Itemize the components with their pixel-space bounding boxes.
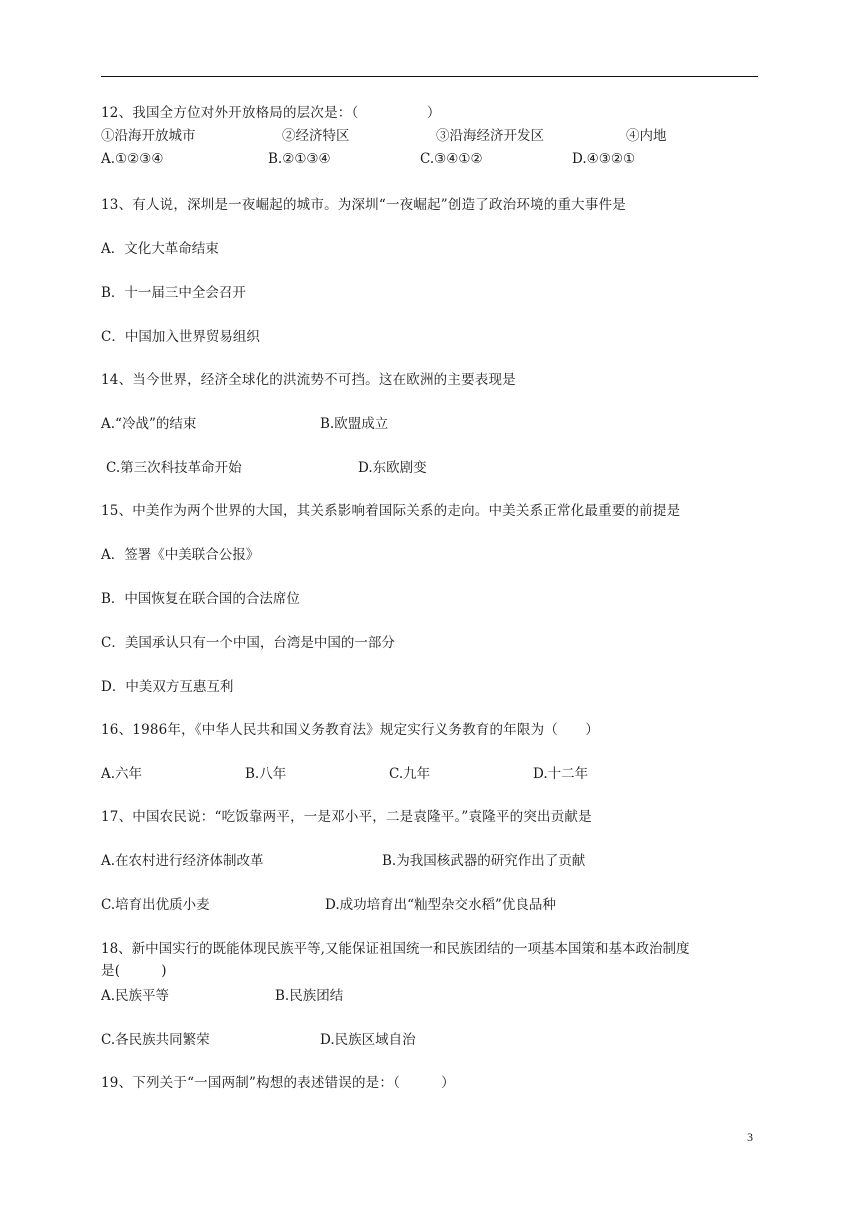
q14-option-b: B.欧盟成立	[320, 416, 389, 432]
q17-option-a: A.在农村进行经济体制改革	[101, 853, 264, 869]
q13-option-a: A．文化大革命结束	[101, 241, 219, 257]
q12-item-1: ①沿海开放城市	[101, 128, 196, 144]
q15-option-a: A．签署《中美联合公报》	[101, 547, 260, 563]
q12-option-c: C.③④①②	[420, 151, 483, 167]
q18-option-d: D.民族区域自治	[320, 1032, 416, 1048]
q17-option-b: B.为我国核武器的研究作出了贡献	[382, 853, 586, 869]
q12-option-d: D.④③②①	[572, 151, 636, 167]
q17-stem: 17、中国农民说：“吃饭靠两平，一是邓小平，二是袁隆平。”袁隆平的突出贡献是	[101, 809, 592, 825]
q15-stem: 15、中美作为两个世界的大国，其关系影响着国际关系的走向。中美关系正常化最重要的前提是	[101, 503, 681, 519]
q12-item-4: ④内地	[626, 128, 667, 144]
q14-stem: 14、当今世界，经济全球化的洪流势不可挡。这在欧洲的主要表现是	[101, 372, 516, 388]
q14-option-d: D.东欧剧变	[358, 460, 427, 476]
q16-stem: 16、1986年，《中华人民共和国义务教育法》规定实行义务教育的年限为（ ）	[101, 722, 600, 738]
q18-stem-line-1: 18、新中国实行的既能体现民族平等,又能保证祖国统一和民族团结的一项基本国策和基本政治制度	[101, 941, 690, 957]
q18-option-b: B.民族团结	[275, 988, 344, 1004]
q17-option-c: C.培育出优质小麦	[101, 897, 210, 913]
q12-stem: 12、我国全方位对外开放格局的层次是：（ ）	[101, 105, 441, 121]
header-rule	[101, 76, 758, 77]
q12-item-2: ②经济特区	[282, 128, 350, 144]
q13-option-b: B．十一届三中全会召开	[101, 285, 246, 301]
q16-option-c: C.九年	[389, 766, 431, 782]
q16-option-b: B.八年	[245, 766, 287, 782]
q17-option-d: D.成功培育出“籼型杂交水稻”优良品种	[325, 897, 556, 913]
q18-stem-line-2: 是( )	[101, 963, 167, 979]
q14-option-a: A.“冷战”的结束	[101, 416, 197, 432]
q18-option-a: A.民族平等	[101, 988, 170, 1004]
q12-option-a: A.①②③④	[101, 151, 164, 167]
q15-option-b: B．中国恢复在联合国的合法席位	[101, 591, 300, 607]
q12-item-3: ③沿海经济开发区	[436, 128, 544, 144]
q13-option-c: C．中国加入世界贸易组织	[101, 329, 260, 345]
q14-option-c: C.第三次科技革命开始	[106, 460, 242, 476]
q13-stem: 13、有人说，深圳是一夜崛起的城市。为深圳“一夜崛起”创造了政治环境的重大事件是	[101, 197, 626, 213]
page-number: 3	[747, 1130, 753, 1144]
q16-option-d: D.十二年	[533, 766, 589, 782]
q15-option-c: C．美国承认只有一个中国，台湾是中国的一部分	[101, 635, 395, 651]
q19-stem: 19、下列关于“一国两制”构想的表述错误的是：（ ）	[101, 1075, 455, 1091]
q18-option-c: C.各民族共同繁荣	[101, 1032, 210, 1048]
q16-option-a: A.六年	[101, 766, 143, 782]
q15-option-d: D．中美双方互惠互利	[101, 679, 234, 695]
q12-option-b: B.②①③④	[268, 151, 331, 167]
